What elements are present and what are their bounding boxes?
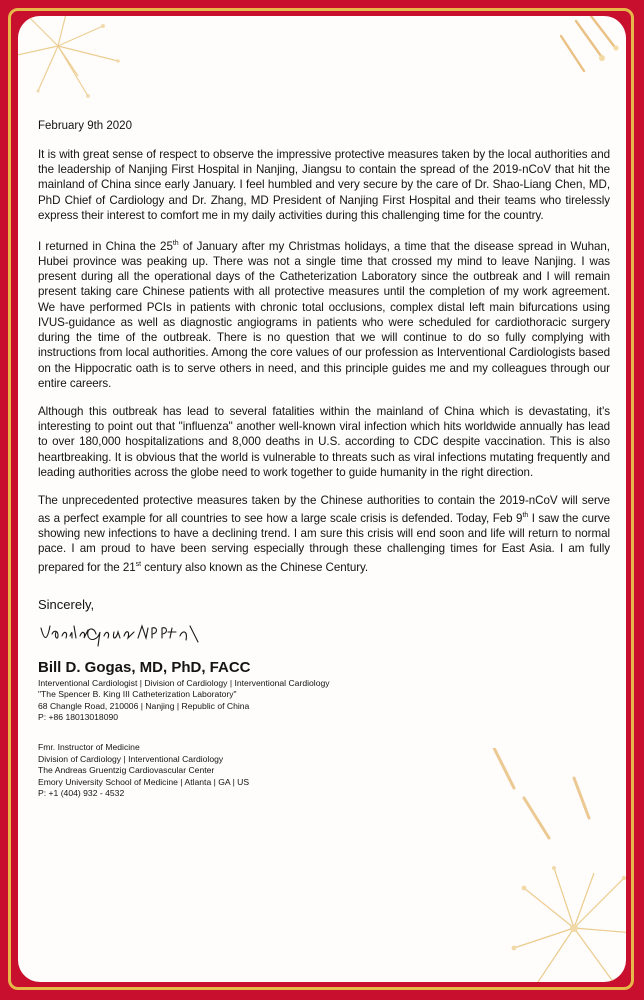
letter-date: February 9th 2020 (38, 120, 132, 132)
paragraph-3: Although this outbreak has lead to several fatalities within the mainland of China which is devastating, it's interesting to point out that "influenza" another well-known viral infection which hits worldwide annually has lead to over 180,000 hospitalizations and 8,000 deaths in U.S. according to CDC despite vaccination. This is also heartbreaking. It is obvious that the world is vulnerable to threats such as viral infections mutating frequently and leading authorities across the globe need to work together to guide humanity in the right direction. (38, 404, 610, 479)
contact-line: Division of Cardiology | Interventional Cardiology (38, 753, 224, 764)
contact-line: P: +86 18013018090 (38, 712, 119, 723)
contact-block-current (38, 678, 610, 724)
contact-line: P: +1 (404) 932 - 4532 (38, 788, 125, 799)
paragraph-4: The unprecedented protective measures taken by the Chinese authorities to contain the 2019-nCoV will serve as a perfect example for all countries to see how a large scale crisis is defended. Today, Feb 9th I saw the curve showing new infections to have a declining trend. I am sure this crisis will end soon and life will return to normal pace. I am proud to have been serving especially through these challenging times for East Asia. I am fully prepared for the 21st century also known as the Chinese Century. (38, 493, 611, 574)
signatory-name: Bill D. Gogas, MD, PhD, FACC (38, 658, 251, 676)
contact-line: 68 Changle Road, 210006 | Nanjing | Republic of China (38, 700, 250, 711)
paragraph-2: I returned in China the 25th of January after my Christmas holidays, a time that the disease spread in Wuhan, Hubei province was peaking up. There was not a single time that crossed my mind to leave Nanjing. I was present during all the operational days of the Catheterization Laboratory since the outbreak and I will remain present taking care Chinese patients with all protective measures until the completion of my work agreement. We have performed PCIs in patients with chronic total occlusions, complex distal left main bifurcations using IVUS-guidance as well as diagnostic angiograms in patients who were scheduled for cardiothoracic surgery during the time of the outbreak. There is no question that we will continue to do so fully complying with instructions from local authorities. Among the core values of our profession as Interventional Cardiologists based on the Hippocratic oath is to serve others in need, and this principle guides me and my colleagues through our entire careers. (38, 239, 610, 390)
paragraph-1: It is with great sense of respect to observe the impressive protective measures taken by the local authorities and the leadership of Nanjing First Hospital in Nanjing, Jiangsu to contain the spread of the 2019-nCoV that hit the mainland of China since early January. I feel humbled and very secure by the care of Dr. Shao-Liang Chen, MD, PhD Chief of Cardiology and Dr. Zhang, MD President of Nanjing First Hospital and their teams who tirelessly express their interest to comfort me in my daily activities during this challenging time for the country. (38, 148, 610, 222)
handwritten-signature (38, 618, 208, 648)
contact-line: Fmr. Instructor of Medicine (38, 742, 140, 753)
letter-body (38, 120, 610, 800)
letter-paper (18, 16, 626, 982)
contact-line: "The Spencer B. King III Catheterization Laboratory" (38, 689, 237, 700)
firework-decoration-top-right (506, 16, 626, 106)
contact-line: Interventional Cardiologist | Division of Cardiology | Interventional Cardiology (38, 677, 330, 688)
closing: Sincerely, (38, 596, 95, 612)
contact-line: The Andreas Gruentzig Cardiovascular Center (38, 765, 215, 776)
contact-block-former (38, 742, 610, 800)
contact-line: Emory University School of Medicine | Atlanta | GA | US (38, 776, 250, 787)
firework-decoration-top-left (18, 16, 148, 116)
